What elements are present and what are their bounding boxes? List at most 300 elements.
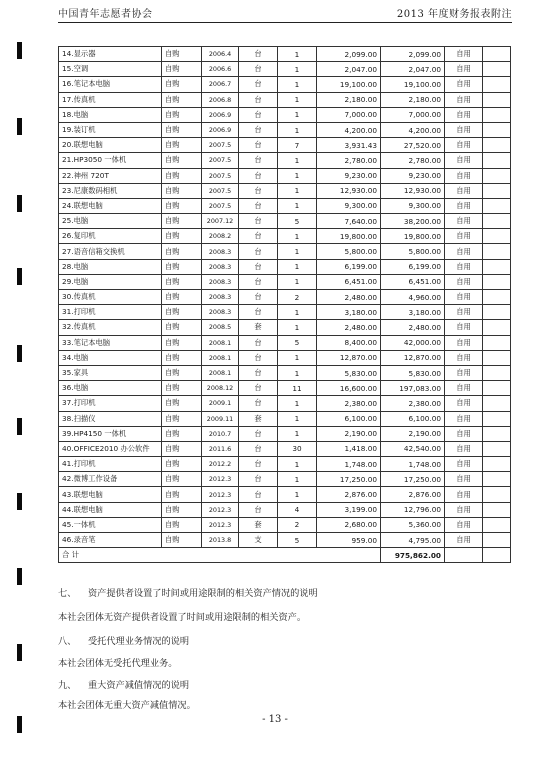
cell-price: 17,250.00: [317, 472, 381, 487]
cell-qty: 1: [278, 274, 317, 289]
cell-use: 自用: [445, 305, 483, 320]
cell-blank: [483, 350, 511, 365]
cell-total: 2,380.00: [381, 396, 445, 411]
table-row: [59, 153, 511, 168]
cell-qty: 1: [278, 62, 317, 77]
cell-total: 5,800.00: [381, 244, 445, 259]
cell-price: 4,200.00: [317, 122, 381, 137]
cell-qty: 1: [278, 92, 317, 107]
cell-total: 2,480.00: [381, 320, 445, 335]
table-row: [59, 290, 511, 305]
cell-qty: 2: [278, 290, 317, 305]
cell-date: 2008.5: [202, 320, 239, 335]
cell-date: 2012.3: [202, 487, 239, 502]
cell-total: 38,200.00: [381, 214, 445, 229]
cell-total: 12,870.00: [381, 350, 445, 365]
cell-source: 自购: [162, 47, 202, 62]
cell-source: 自购: [162, 214, 202, 229]
cell-unit: 台: [239, 396, 278, 411]
cell-qty: 7: [278, 138, 317, 153]
table-row: [59, 47, 511, 62]
cell-use: 自用: [445, 198, 483, 213]
cell-qty: 1: [278, 365, 317, 380]
cell-qty: 2: [278, 517, 317, 532]
cell-qty: 5: [278, 533, 317, 548]
cell-source: 自购: [162, 441, 202, 456]
cell-price: 1,418.00: [317, 441, 381, 456]
cell-use: 自用: [445, 426, 483, 441]
cell-qty: 30: [278, 441, 317, 456]
cell-source: 自购: [162, 183, 202, 198]
cell-price: 3,199.00: [317, 502, 381, 517]
cell-source: 自购: [162, 396, 202, 411]
cell-unit: 台: [239, 335, 278, 350]
cell-source: 自购: [162, 77, 202, 92]
cell-source: 自购: [162, 350, 202, 365]
cell-price: 2,190.00: [317, 426, 381, 441]
cell-use: 自用: [445, 411, 483, 426]
cell-source: 自购: [162, 92, 202, 107]
table-row: [59, 350, 511, 365]
section-number: 七、: [58, 588, 77, 599]
binder-mark: [17, 42, 22, 59]
cell-price: 2,047.00: [317, 62, 381, 77]
cell-unit: 台: [239, 229, 278, 244]
cell-price: 3,931.43: [317, 138, 381, 153]
cell-total: 4,200.00: [381, 122, 445, 137]
cell-unit: 台: [239, 365, 278, 380]
cell-total: 2,190.00: [381, 426, 445, 441]
cell-qty: 1: [278, 472, 317, 487]
cell-unit: 台: [239, 77, 278, 92]
cell-blank: [483, 305, 511, 320]
cell-total: 7,000.00: [381, 107, 445, 122]
cell-date: 2007.5: [202, 138, 239, 153]
cell-blank: [483, 168, 511, 183]
cell-blank: [483, 548, 511, 563]
cell-unit: 套: [239, 320, 278, 335]
cell-name: 14.显示器: [59, 47, 162, 62]
cell-source: 自购: [162, 62, 202, 77]
cell-use: 自用: [445, 457, 483, 472]
cell-unit: 台: [239, 441, 278, 456]
section-body: 本社会团体无重大资产减值情况。: [58, 700, 196, 711]
cell-total: 12,796.00: [381, 502, 445, 517]
cell-total: 17,250.00: [381, 472, 445, 487]
binder-mark: [17, 644, 22, 661]
cell-use: 自用: [445, 533, 483, 548]
cell-use: 自用: [445, 229, 483, 244]
cell-qty: 1: [278, 305, 317, 320]
table-row: [59, 168, 511, 183]
cell-date: 2007.5: [202, 183, 239, 198]
cell-name: 19.装订机: [59, 122, 162, 137]
cell-name: 26.复印机: [59, 229, 162, 244]
cell-blank: [483, 47, 511, 62]
cell-name: 37.打印机: [59, 396, 162, 411]
cell-source: 自购: [162, 365, 202, 380]
cell-use: 自用: [445, 320, 483, 335]
cell-blank: [483, 244, 511, 259]
cell-unit: 台: [239, 122, 278, 137]
cell-price: 2,480.00: [317, 290, 381, 305]
cell-source: 自购: [162, 153, 202, 168]
cell-date: 2006.8: [202, 92, 239, 107]
cell-total: 42,540.00: [381, 441, 445, 456]
table-row: [59, 396, 511, 411]
cell-name: 24.联想电脑: [59, 198, 162, 213]
cell-total: 6,451.00: [381, 274, 445, 289]
cell-date: 2011.6: [202, 441, 239, 456]
cell-blank: [483, 441, 511, 456]
cell-total: 2,780.00: [381, 153, 445, 168]
cell-price: 7,000.00: [317, 107, 381, 122]
fixed-asset-table-body: [59, 47, 511, 563]
cell-qty: 1: [278, 183, 317, 198]
cell-price: 16,600.00: [317, 381, 381, 396]
cell-source: 自购: [162, 229, 202, 244]
cell-unit: 台: [239, 487, 278, 502]
cell-use: 自用: [445, 183, 483, 198]
cell-date: 2008.3: [202, 290, 239, 305]
cell-price: 2,380.00: [317, 396, 381, 411]
page-header: [58, 6, 512, 23]
cell-total: 3,180.00: [381, 305, 445, 320]
cell-blank: [483, 517, 511, 532]
cell-use: 自用: [445, 381, 483, 396]
cell-price: 2,480.00: [317, 320, 381, 335]
cell-total: 2,099.00: [381, 47, 445, 62]
cell-unit: 台: [239, 107, 278, 122]
cell-unit: 台: [239, 62, 278, 77]
cell-price: 12,930.00: [317, 183, 381, 198]
cell-total: 197,083.00: [381, 381, 445, 396]
cell-blank: [445, 548, 483, 563]
cell-unit: 台: [239, 472, 278, 487]
cell-price: 19,100.00: [317, 77, 381, 92]
cell-source: 自购: [162, 168, 202, 183]
cell-name: 35.家具: [59, 365, 162, 380]
cell-use: 自用: [445, 350, 483, 365]
cell-source: 自购: [162, 381, 202, 396]
table-row: [59, 487, 511, 502]
cell-price: 6,100.00: [317, 411, 381, 426]
cell-qty: 4: [278, 502, 317, 517]
cell-blank: [483, 502, 511, 517]
table-row: [59, 259, 511, 274]
cell-blank: [483, 229, 511, 244]
cell-name: 43.联想电脑: [59, 487, 162, 502]
cell-price: 9,300.00: [317, 198, 381, 213]
cell-source: 自购: [162, 198, 202, 213]
cell-name: 17.传真机: [59, 92, 162, 107]
cell-use: 自用: [445, 122, 483, 137]
cell-unit: 台: [239, 259, 278, 274]
cell-qty: 1: [278, 107, 317, 122]
cell-source: 自购: [162, 411, 202, 426]
cell-date: 2008.3: [202, 259, 239, 274]
cell-unit: 套: [239, 411, 278, 426]
cell-use: 自用: [445, 77, 483, 92]
cell-qty: 1: [278, 77, 317, 92]
cell-date: 2007.5: [202, 153, 239, 168]
table-row: [59, 381, 511, 396]
cell-total: 2,180.00: [381, 92, 445, 107]
cell-date: 2008.3: [202, 305, 239, 320]
cell-name: 38.扫描仪: [59, 411, 162, 426]
table-row: [59, 198, 511, 213]
cell-qty: 1: [278, 259, 317, 274]
cell-date: 2006.4: [202, 47, 239, 62]
cell-name: 16.笔记本电脑: [59, 77, 162, 92]
cell-unit: 台: [239, 47, 278, 62]
cell-date: 2008.12: [202, 381, 239, 396]
cell-blank: [483, 92, 511, 107]
cell-name: 39.HP4150 一体机: [59, 426, 162, 441]
cell-name: 41.打印机: [59, 457, 162, 472]
table-row: [59, 122, 511, 137]
cell-use: 自用: [445, 335, 483, 350]
cell-total: 1,748.00: [381, 457, 445, 472]
cell-name: 28.电脑: [59, 259, 162, 274]
cell-name: 45.一体机: [59, 517, 162, 532]
cell-use: 自用: [445, 244, 483, 259]
cell-blank: [483, 426, 511, 441]
cell-price: 7,640.00: [317, 214, 381, 229]
cell-unit: 台: [239, 290, 278, 305]
cell-date: 2008.1: [202, 350, 239, 365]
binder-mark: [17, 195, 22, 212]
cell-blank: [483, 396, 511, 411]
cell-name: 27.语音信箱交换机: [59, 244, 162, 259]
table-row: [59, 411, 511, 426]
cell-qty: 1: [278, 229, 317, 244]
cell-name: 36.电脑: [59, 381, 162, 396]
cell-total: 6,199.00: [381, 259, 445, 274]
cell-price: 5,800.00: [317, 244, 381, 259]
cell-unit: 台: [239, 457, 278, 472]
total-row: [59, 548, 511, 563]
cell-name: 42.微博工作设备: [59, 472, 162, 487]
page-number: - 13 -: [262, 714, 288, 725]
cell-use: 自用: [445, 168, 483, 183]
table-row: [59, 77, 511, 92]
cell-blank: [483, 198, 511, 213]
cell-name: 30.传真机: [59, 290, 162, 305]
cell-date: 2006.9: [202, 107, 239, 122]
cell-blank: [483, 62, 511, 77]
cell-date: 2012.2: [202, 457, 239, 472]
section-body: 本社会团体无受托代理业务。: [58, 658, 178, 669]
cell-total: 9,300.00: [381, 198, 445, 213]
cell-date: 2008.3: [202, 274, 239, 289]
cell-blank: [483, 183, 511, 198]
cell-unit: 台: [239, 168, 278, 183]
cell-unit: 台: [239, 138, 278, 153]
table-row: [59, 320, 511, 335]
cell-use: 自用: [445, 92, 483, 107]
cell-use: 自用: [445, 502, 483, 517]
cell-date: 2008.1: [202, 365, 239, 380]
cell-name: 31.打印机: [59, 305, 162, 320]
cell-total: 19,800.00: [381, 229, 445, 244]
cell-use: 自用: [445, 214, 483, 229]
cell-qty: 1: [278, 320, 317, 335]
cell-use: 自用: [445, 290, 483, 305]
cell-date: 2012.3: [202, 472, 239, 487]
cell-name: 29.电脑: [59, 274, 162, 289]
cell-unit: 台: [239, 183, 278, 198]
cell-unit: 台: [239, 153, 278, 168]
cell-price: 12,870.00: [317, 350, 381, 365]
total-value: 975,862.00: [381, 548, 445, 563]
cell-date: 2008.1: [202, 335, 239, 350]
cell-blank: [483, 290, 511, 305]
binder-mark: [17, 568, 22, 585]
binder-mark: [17, 268, 22, 285]
cell-source: 自购: [162, 138, 202, 153]
cell-date: 2008.2: [202, 229, 239, 244]
cell-total: 2,876.00: [381, 487, 445, 502]
cell-price: 5,830.00: [317, 365, 381, 380]
cell-total: 2,047.00: [381, 62, 445, 77]
cell-source: 自购: [162, 274, 202, 289]
binder-mark: [17, 345, 22, 362]
cell-source: 自购: [162, 122, 202, 137]
cell-use: 自用: [445, 487, 483, 502]
cell-unit: 台: [239, 198, 278, 213]
cell-unit: 支: [239, 533, 278, 548]
cell-source: 自购: [162, 335, 202, 350]
section-number: 九、: [58, 680, 77, 691]
table-row: [59, 335, 511, 350]
cell-name: 20.联想电脑: [59, 138, 162, 153]
cell-use: 自用: [445, 441, 483, 456]
cell-qty: 1: [278, 487, 317, 502]
cell-qty: 1: [278, 198, 317, 213]
cell-use: 自用: [445, 365, 483, 380]
cell-total: 4,795.00: [381, 533, 445, 548]
binder-mark: [17, 118, 22, 135]
table-row: [59, 365, 511, 380]
cell-name: 32.传真机: [59, 320, 162, 335]
cell-price: 2,180.00: [317, 92, 381, 107]
cell-name: 46.录音笔: [59, 533, 162, 548]
cell-total: 42,000.00: [381, 335, 445, 350]
section-heading: [58, 677, 189, 691]
cell-source: 自购: [162, 502, 202, 517]
cell-name: 15.空调: [59, 62, 162, 77]
table-row: [59, 472, 511, 487]
cell-price: 1,748.00: [317, 457, 381, 472]
cell-date: 2006.9: [202, 122, 239, 137]
cell-qty: 1: [278, 244, 317, 259]
cell-blank: [483, 472, 511, 487]
cell-unit: 台: [239, 381, 278, 396]
table-row: [59, 214, 511, 229]
table-row: [59, 517, 511, 532]
cell-source: 自购: [162, 290, 202, 305]
fixed-asset-table: [58, 46, 511, 563]
cell-unit: 台: [239, 305, 278, 320]
cell-date: 2007.5: [202, 198, 239, 213]
table-row: [59, 426, 511, 441]
cell-blank: [483, 381, 511, 396]
cell-total: 19,100.00: [381, 77, 445, 92]
cell-qty: 1: [278, 168, 317, 183]
section-number: 八、: [58, 636, 77, 647]
cell-blank: [483, 138, 511, 153]
cell-name: 44.联想电脑: [59, 502, 162, 517]
section-title: 受托代理业务情况的说明: [88, 636, 190, 647]
cell-qty: 1: [278, 457, 317, 472]
cell-name: 18.电脑: [59, 107, 162, 122]
cell-date: 2006.6: [202, 62, 239, 77]
cell-blank: [483, 457, 511, 472]
binder-mark: [17, 493, 22, 510]
cell-date: 2006.7: [202, 77, 239, 92]
cell-name: 34.电脑: [59, 350, 162, 365]
cell-qty: 1: [278, 47, 317, 62]
cell-blank: [483, 411, 511, 426]
cell-unit: 台: [239, 244, 278, 259]
cell-source: 自购: [162, 472, 202, 487]
cell-blank: [483, 259, 511, 274]
cell-use: 自用: [445, 47, 483, 62]
cell-source: 自购: [162, 487, 202, 502]
cell-unit: 套: [239, 517, 278, 532]
table-row: [59, 533, 511, 548]
cell-unit: 台: [239, 426, 278, 441]
cell-total: 6,100.00: [381, 411, 445, 426]
cell-source: 自购: [162, 107, 202, 122]
section-heading: [58, 585, 318, 599]
table-row: [59, 274, 511, 289]
section-title: 重大资产减值情况的说明: [88, 680, 190, 691]
cell-total: 4,960.00: [381, 290, 445, 305]
cell-use: 自用: [445, 259, 483, 274]
cell-qty: 5: [278, 335, 317, 350]
cell-blank: [483, 365, 511, 380]
section-title: 资产提供者设置了时间或用途限制的相关资产情况的说明: [88, 588, 318, 599]
cell-name: 21.HP3050 一体机: [59, 153, 162, 168]
cell-total: 9,230.00: [381, 168, 445, 183]
table-row: [59, 244, 511, 259]
cell-price: 2,099.00: [317, 47, 381, 62]
header-report: 2013 年度财务报表附注: [396, 9, 512, 20]
cell-source: 自购: [162, 244, 202, 259]
cell-price: 19,800.00: [317, 229, 381, 244]
cell-price: 2,876.00: [317, 487, 381, 502]
cell-price: 2,680.00: [317, 517, 381, 532]
table-row: [59, 457, 511, 472]
cell-source: 自购: [162, 259, 202, 274]
cell-source: 自购: [162, 517, 202, 532]
cell-use: 自用: [445, 517, 483, 532]
cell-blank: [483, 214, 511, 229]
table-row: [59, 138, 511, 153]
table-row: [59, 92, 511, 107]
cell-qty: 1: [278, 350, 317, 365]
cell-total: 5,360.00: [381, 517, 445, 532]
cell-use: 自用: [445, 62, 483, 77]
cell-date: 2007.12: [202, 214, 239, 229]
binder-mark: [17, 418, 22, 435]
cell-date: 2007.5: [202, 168, 239, 183]
cell-name: 23.尼康数码相机: [59, 183, 162, 198]
cell-qty: 1: [278, 122, 317, 137]
cell-name: 22.神州 720T: [59, 168, 162, 183]
